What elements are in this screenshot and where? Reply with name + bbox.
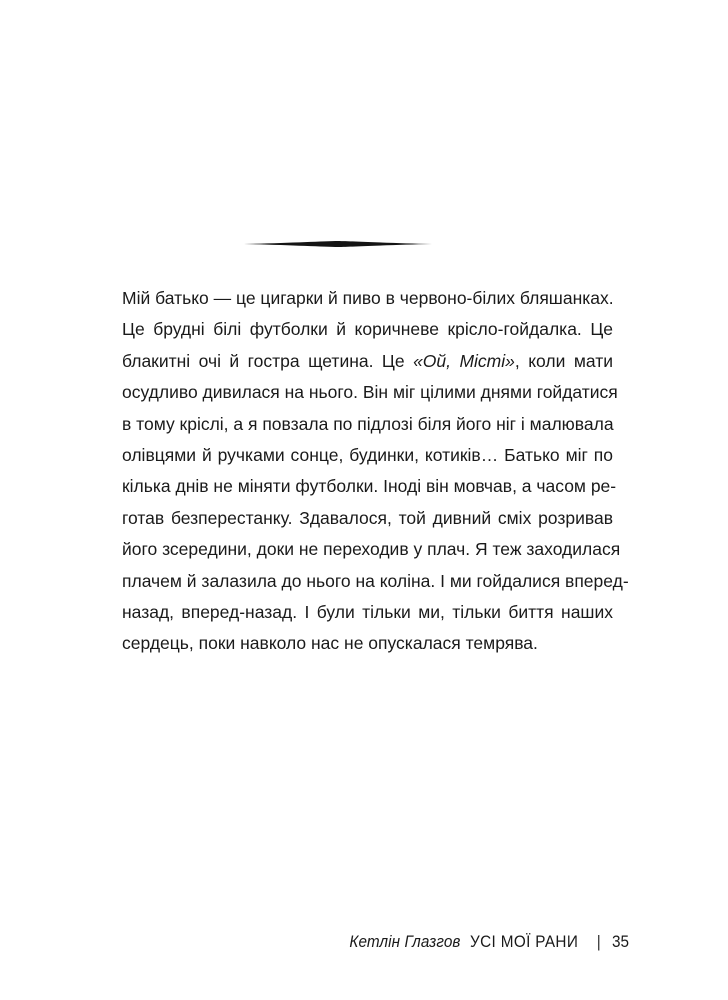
text-line	[122, 346, 613, 377]
text-line: осудливо дивилася на нього. Він міг цілими днями гойдатися	[122, 382, 618, 403]
text-line: кілька днів не міняти футболки. Іноді він мовчав, а часом ре-	[122, 476, 617, 497]
text-line: готав безперестанку. Здавалося, той дивний сміх розривав	[122, 507, 613, 528]
footer-book-title: УСІ МОЇ РАНИ	[469, 932, 578, 951]
text-line: сердець, поки навколо нас не опускалася темрява.	[122, 633, 538, 654]
page-number: 35	[611, 932, 630, 951]
text-line: його зсередини, доки не переходив у плач. Я теж заходилася	[122, 539, 621, 560]
ornament-divider	[244, 236, 432, 252]
text-line: плачем й залазила до нього на коліна. І ми гойдалися вперед-	[122, 570, 629, 591]
body-paragraph	[122, 283, 629, 660]
italic-quote: «Ой, Місті»	[413, 350, 515, 371]
text-line: Це брудні білі футболки й коричневе крісло-гойдалка. Це	[122, 319, 613, 340]
footer-separator: |	[596, 932, 602, 951]
text-line: Мій батько — це цигарки й пиво в червоно-білих бляшанках.	[122, 288, 614, 308]
text-line: назад, вперед-назад. І були тільки ми, тільки биття наших	[122, 602, 613, 623]
footer-author: Кетлін Глазгов	[349, 932, 461, 951]
text-line: в тому кріслі, а я повзала по підлозі біля його ніг і малювала	[122, 413, 614, 434]
text-line: олівцями й ручками сонце, будинки, котиків… Батько міг по	[122, 445, 613, 466]
text-line-start: блакитні очі й гостра щетина. Це	[122, 350, 414, 371]
running-footer	[337, 932, 630, 952]
text-line-end: , коли мати	[514, 350, 613, 371]
